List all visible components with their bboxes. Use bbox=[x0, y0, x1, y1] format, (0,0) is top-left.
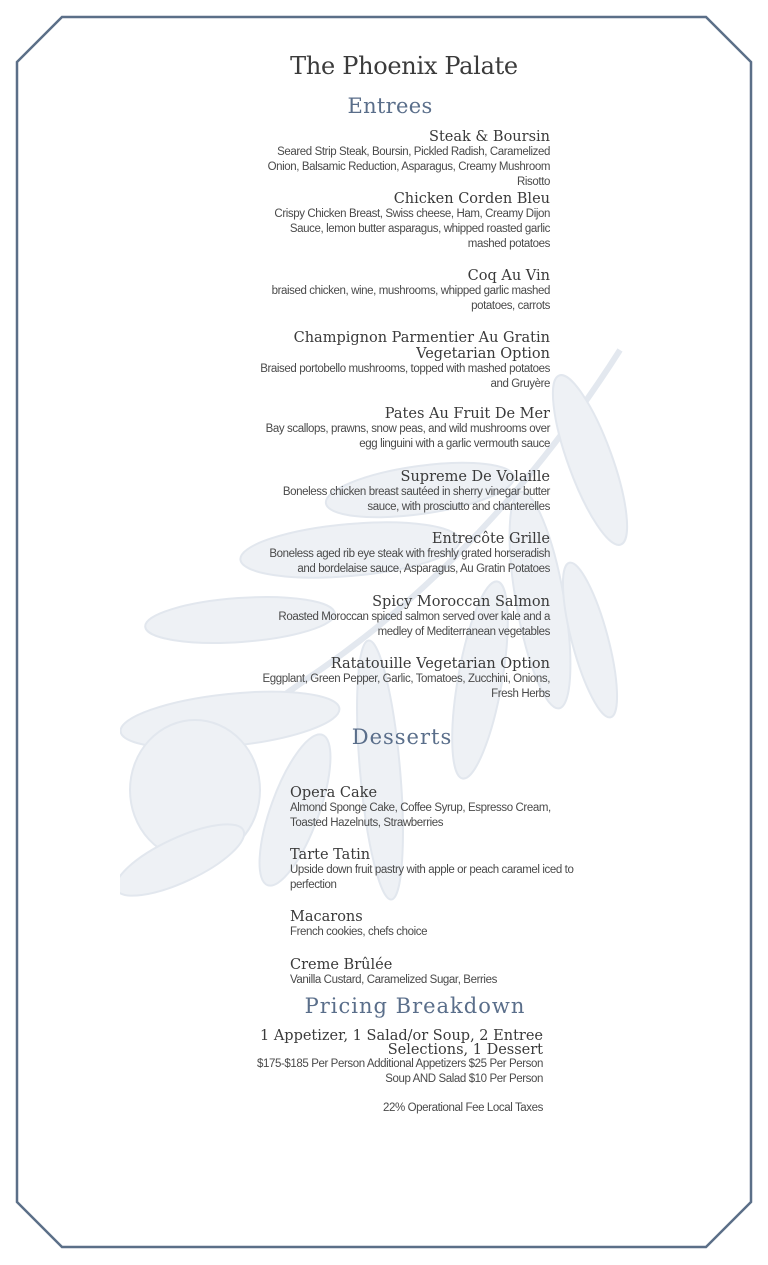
entree-description: Braised portobello mushrooms, topped with mashed potatoes and Gruyère bbox=[260, 363, 550, 390]
entree-name: Chicken Corden Bleu bbox=[393, 191, 550, 207]
entrees-heading: Entrees bbox=[347, 94, 433, 118]
dessert-item bbox=[290, 847, 580, 893]
entree-item bbox=[250, 129, 550, 190]
entree-description: Boneless aged rib eye steak with freshly grated horseradish and bordelaise sauce, Asparagus, Au Gratin Potatoes bbox=[269, 548, 550, 575]
entree-description: braised chicken, wine, mushrooms, whipped garlic mashed potatoes, carrots bbox=[271, 285, 550, 312]
dessert-name: Tarte Tatin bbox=[290, 847, 371, 863]
desserts-heading: Desserts bbox=[351, 725, 453, 749]
entree-description: Boneless chicken breast sautéed in sherry vinegar butter sauce, with prosciutto and chanterelles bbox=[282, 486, 550, 513]
dessert-item bbox=[290, 957, 580, 988]
entree-description: Bay scallops, prawns, snow peas, and wild mushrooms over egg linguini with a garlic vermouth sauce bbox=[265, 423, 550, 450]
entree-name: Steak & Boursin bbox=[429, 129, 550, 145]
dessert-description: Upside down fruit pastry with apple or peach caramel iced to perfection bbox=[290, 864, 574, 891]
dessert-item bbox=[290, 909, 580, 940]
restaurant-title: The Phoenix Palate bbox=[290, 52, 518, 80]
dessert-item bbox=[290, 785, 580, 831]
pricing-details: $175-$185 Per Person Additional Appetizers $25 Per Person Soup AND Salad $10 Per Person bbox=[257, 1058, 543, 1085]
entree-description: Roasted Moroccan spiced salmon served over kale and a medley of Mediterranean vegetables bbox=[278, 611, 550, 638]
entree-name: Pates Au Fruit De Mer bbox=[384, 406, 550, 422]
dessert-description: Vanilla Custard, Caramelized Sugar, Berries bbox=[290, 974, 497, 986]
dessert-description: French cookies, chefs choice bbox=[290, 926, 428, 938]
pricing-heading: Pricing Breakdown bbox=[304, 994, 526, 1018]
entree-name: Ratatouille Vegetarian Option bbox=[330, 656, 550, 672]
dessert-description: Almond Sponge Cake, Coffee Syrup, Espresso Cream, Toasted Hazelnuts, Strawberries bbox=[290, 802, 551, 829]
entree-item bbox=[250, 330, 550, 392]
entree-name: Spicy Moroccan Salmon bbox=[372, 594, 550, 610]
entree-item bbox=[250, 594, 550, 640]
entree-name: Supreme De Volaille bbox=[400, 469, 550, 485]
entree-name: Champignon Parmentier Au Gratin Vegetarian Option bbox=[293, 330, 550, 362]
entree-item bbox=[250, 406, 550, 452]
pricing-fee: 22% Operational Fee Local Taxes bbox=[383, 1102, 543, 1114]
dessert-name: Creme Brûlée bbox=[290, 957, 393, 973]
entree-description: Crispy Chicken Breast, Swiss cheese, Ham, Creamy Dijon Sauce, lemon butter asparagus, whipped roasted garlic mashed potatoes bbox=[274, 208, 550, 250]
dessert-name: Macarons bbox=[290, 909, 363, 925]
entree-item bbox=[250, 191, 550, 252]
entree-description: Seared Strip Steak, Boursin, Pickled Radish, Caramelized Onion, Balsamic Reduction, Asparagus, Creamy Mushroom Risotto bbox=[267, 146, 550, 188]
entree-item bbox=[250, 469, 550, 515]
entree-item bbox=[250, 268, 550, 314]
entree-name: Coq Au Vin bbox=[467, 268, 550, 284]
entree-name: Entrecôte Grille bbox=[431, 531, 550, 547]
entree-description: Eggplant, Green Pepper, Garlic, Tomatoes, Zucchini, Onions, Fresh Herbs bbox=[262, 673, 550, 700]
pricing-block bbox=[243, 1029, 543, 1087]
dessert-name: Opera Cake bbox=[290, 785, 378, 801]
entree-item bbox=[250, 531, 550, 577]
pricing-package: 1 Appetizer, 1 Salad/or Soup, 2 Entree Selections, 1 Dessert bbox=[259, 1028, 543, 1058]
entree-item bbox=[250, 656, 550, 702]
